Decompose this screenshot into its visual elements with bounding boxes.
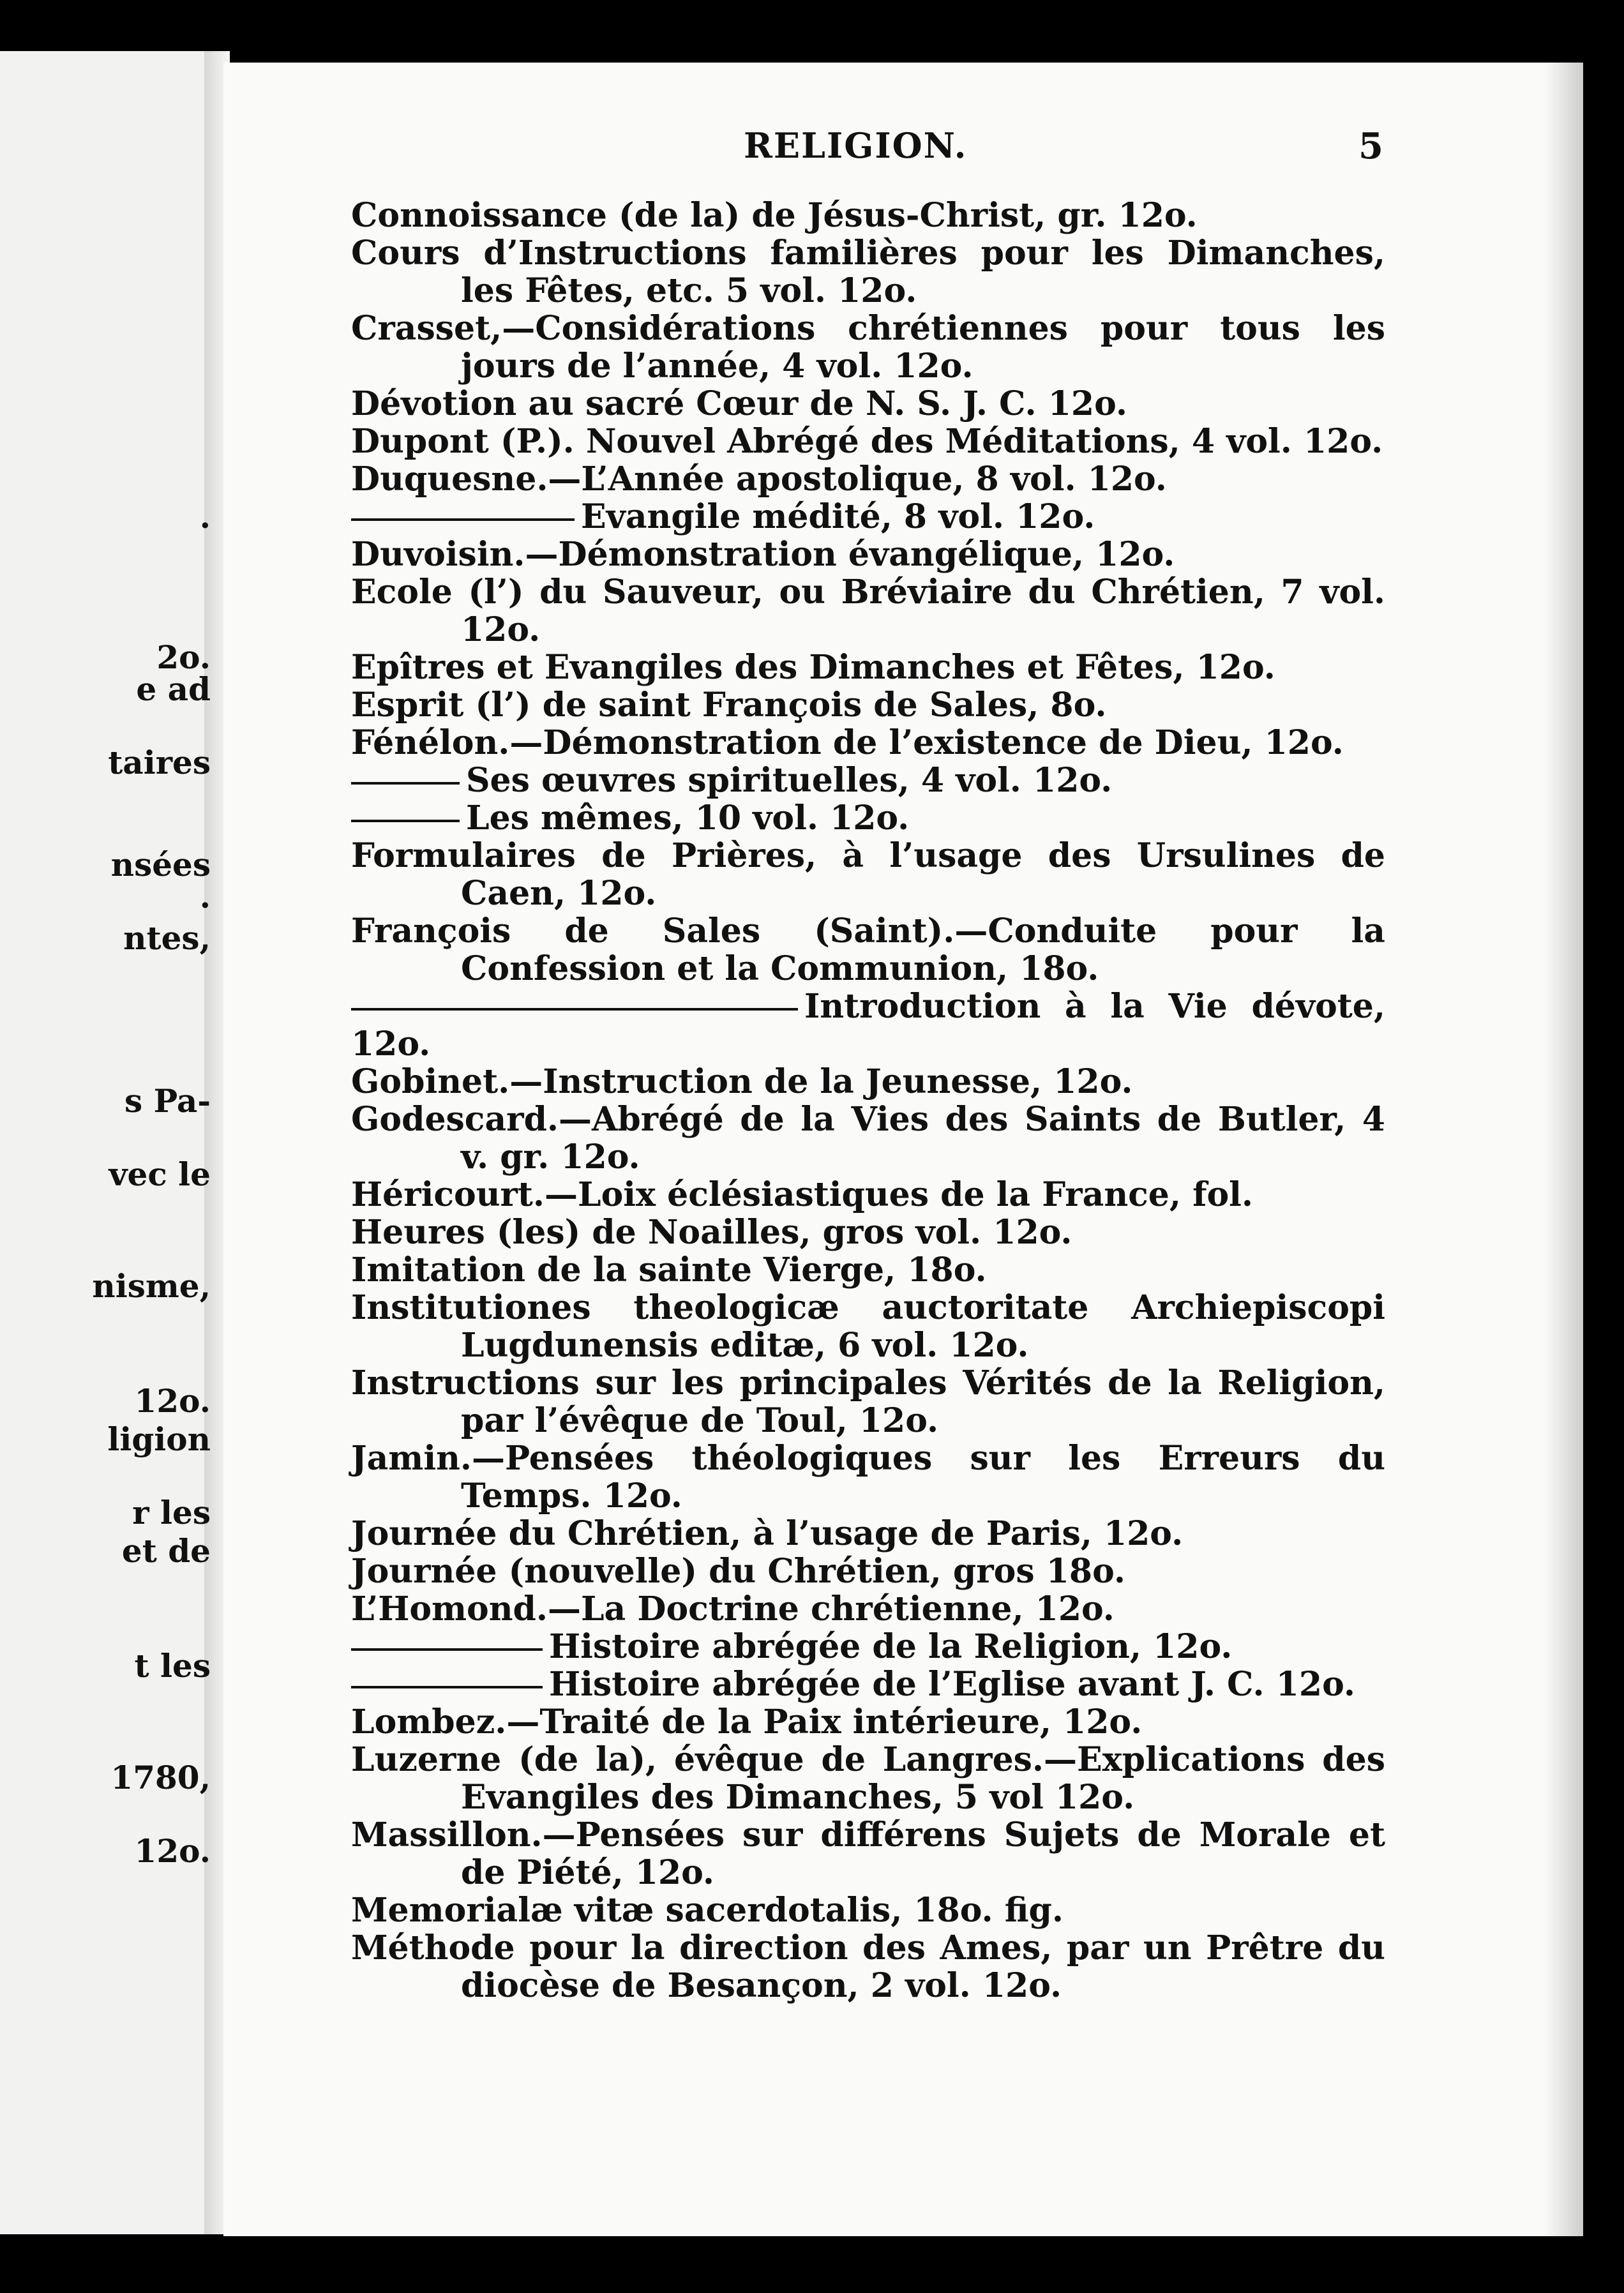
- catalog-entry: [351, 988, 1385, 1063]
- entry-text: Ses œuvres spirituelles, 4 vol. 12o.: [466, 761, 1113, 800]
- entry-text: Fénélon.—Démonstration de l’existence de Dieu, 12o.: [351, 723, 1344, 762]
- left-margin-fragment: 12o.: [134, 1832, 211, 1870]
- catalog-entry: [351, 1816, 1385, 1891]
- catalog-entry: [351, 1741, 1385, 1816]
- entry-text: Méthode pour la direction des Ames, par un Prêtre du diocèse de Besançon, 2 vol. 12o.: [351, 1928, 1385, 2005]
- catalog-entry: [351, 310, 1385, 385]
- catalog-entry: [351, 1364, 1385, 1440]
- catalog-entry: [351, 460, 1385, 498]
- entry-text: Dévotion au sacré Cœur de N. S. J. C. 12o.: [351, 384, 1127, 423]
- left-margin-fragment: 2o.: [156, 638, 211, 676]
- catalog-entry: [351, 1101, 1385, 1176]
- left-margin-fragment: s Pa-: [124, 1082, 211, 1120]
- entry-text: Crasset,—Considérations chrétiennes pour tous les jours de l’année, 4 vol. 12o.: [351, 309, 1385, 386]
- ditto-dash: [351, 1008, 798, 1011]
- left-margin-fragment: ligion: [107, 1420, 211, 1458]
- catalog-entry: [351, 1176, 1385, 1214]
- ditto-dash: [351, 782, 460, 785]
- catalog-entry: [351, 686, 1385, 724]
- entry-text: Evangile médité, 8 vol. 12o.: [581, 497, 1095, 536]
- ditto-dash: [351, 1686, 543, 1688]
- left-margin-fragment: .: [199, 878, 211, 915]
- left-margin-fragment: ntes,: [123, 919, 211, 957]
- catalog-entry: [351, 1628, 1385, 1665]
- left-page: [0, 51, 217, 2234]
- entry-text: Esprit (l’) de saint François de Sales, 8o.: [351, 686, 1107, 725]
- entry-text: Introduction à la Vie dévote, 12o.: [351, 987, 1385, 1064]
- entry-text: Epîtres et Evangiles des Dimanches et Fêtes, 12o.: [351, 648, 1275, 687]
- entry-text: Jamin.—Pensées théologiques sur les Erreurs du Temps. 12o.: [351, 1439, 1385, 1515]
- entry-text: Gobinet.—Instruction de la Jeunesse, 12o.: [351, 1062, 1133, 1101]
- page-edge-shadow: [1545, 63, 1583, 2236]
- left-margin-fragment: 1780,: [110, 1759, 211, 1796]
- catalog-entry: [351, 762, 1385, 799]
- entry-text: Formulaires de Prières, à l’usage des Ursulines de Caen, 12o.: [351, 836, 1385, 913]
- entry-text: Héricourt.—Loix éclésiastiques de la France, fol.: [351, 1175, 1253, 1214]
- entry-text: Journée du Chrétien, à l’usage de Paris, 12o.: [351, 1514, 1184, 1553]
- catalog-entry: [351, 385, 1385, 423]
- running-header: RELIGION.: [744, 125, 968, 166]
- catalog-entry: [351, 536, 1385, 573]
- catalog-entry: [351, 1703, 1385, 1741]
- entry-text: Histoire abrégée de la Religion, 12o.: [549, 1627, 1233, 1666]
- entry-text: L’Homond.—La Doctrine chrétienne, 12o.: [351, 1590, 1115, 1628]
- entry-text: Imitation de la sainte Vierge, 18o.: [351, 1251, 987, 1289]
- entry-text: François de Sales (Saint).—Conduite pour la Confession et la Communion, 18o.: [351, 912, 1385, 988]
- left-margin-fragment: vec le: [109, 1155, 211, 1193]
- catalog-entry: [351, 1289, 1385, 1364]
- left-margin-fragment: e ad: [136, 670, 211, 708]
- entry-text: Ecole (l’) du Sauveur, ou Bréviaire du Chrétien, 7 vol. 12o.: [351, 573, 1385, 649]
- catalog-entry: [351, 1552, 1385, 1590]
- catalog-entry: [351, 912, 1385, 988]
- catalog-entry: [351, 1515, 1385, 1552]
- entry-text: Journée (nouvelle) du Chrétien, gros 18o.: [351, 1552, 1125, 1591]
- ditto-dash: [351, 820, 460, 822]
- left-margin-fragment: 12o.: [134, 1382, 211, 1420]
- catalog-entry: [351, 197, 1385, 234]
- entry-text: Les mêmes, 10 vol. 12o.: [466, 799, 910, 838]
- page-number: 5: [1358, 125, 1383, 167]
- entry-text: Instructions sur les principales Vérités de la Religion, par l’évêque de Toul, 12o.: [351, 1364, 1385, 1440]
- catalog-entry: [351, 1251, 1385, 1289]
- entry-text: Institutiones theologicæ auctoritate Archiepiscopi Lugdunensis editæ, 6 vol. 12o.: [351, 1288, 1385, 1365]
- entry-text: Duquesne.—L’Année apostolique, 8 vol. 12o.: [351, 460, 1167, 499]
- catalog-entry: [351, 1929, 1385, 2004]
- ditto-dash: [351, 518, 575, 521]
- catalog-entry: [351, 837, 1385, 912]
- catalog-entry: [351, 1891, 1385, 1929]
- catalog-entry: [351, 573, 1385, 649]
- entry-text: Godescard.—Abrégé de la Vies des Saints de Butler, 4 v. gr. 12o.: [351, 1100, 1385, 1177]
- left-margin-fragment: .: [199, 498, 211, 536]
- left-margin-fragment: nisme,: [92, 1267, 211, 1305]
- catalog-entry: [351, 649, 1385, 686]
- catalog-entry: [351, 799, 1385, 837]
- left-margin-fragment: nsées: [110, 846, 211, 883]
- catalog-entry: [351, 1590, 1385, 1628]
- catalog-entry: [351, 234, 1385, 310]
- entry-text: Massillon.—Pensées sur différens Sujets de Morale et de Piété, 12o.: [351, 1816, 1385, 1892]
- catalog-entries: [351, 197, 1385, 2004]
- entry-text: Histoire abrégée de l’Eglise avant J. C. 12o.: [549, 1665, 1355, 1704]
- entry-text: Duvoisin.—Démonstration évangélique, 12o.: [351, 535, 1175, 574]
- left-margin-fragment: t les: [134, 1647, 211, 1685]
- catalog-entry: [351, 724, 1385, 762]
- left-margin-fragment: et de: [121, 1532, 211, 1570]
- entry-text: Cours d’Instructions familières pour les Dimanches, les Fêtes, etc. 5 vol. 12o.: [351, 234, 1385, 310]
- catalog-entry: [351, 498, 1385, 536]
- ditto-dash: [351, 1648, 543, 1651]
- entry-text: Lombez.—Traité de la Paix intérieure, 12o.: [351, 1703, 1143, 1741]
- catalog-entry: [351, 1063, 1385, 1101]
- entry-text: Memorialæ vitæ sacerdotalis, 18o. fig.: [351, 1891, 1064, 1930]
- entry-text: Connoissance (de la) de Jésus-Christ, gr. 12o.: [351, 196, 1198, 235]
- entry-text: Heures (les) de Noailles, gros vol. 12o.: [351, 1213, 1072, 1252]
- catalog-entry: [351, 1440, 1385, 1515]
- catalog-entry: [351, 423, 1385, 460]
- left-margin-fragment: taires: [108, 744, 211, 781]
- entry-text: Dupont (P.). Nouvel Abrégé des Méditations, 4 vol. 12o.: [351, 422, 1383, 461]
- entry-text: Luzerne (de la), évêque de Langres.—Explications des Evangiles des Dimanches, 5 vol 12o.: [351, 1740, 1385, 1817]
- catalog-entry: [351, 1665, 1385, 1703]
- left-margin-fragment: r les: [132, 1494, 211, 1531]
- catalog-entry: [351, 1214, 1385, 1251]
